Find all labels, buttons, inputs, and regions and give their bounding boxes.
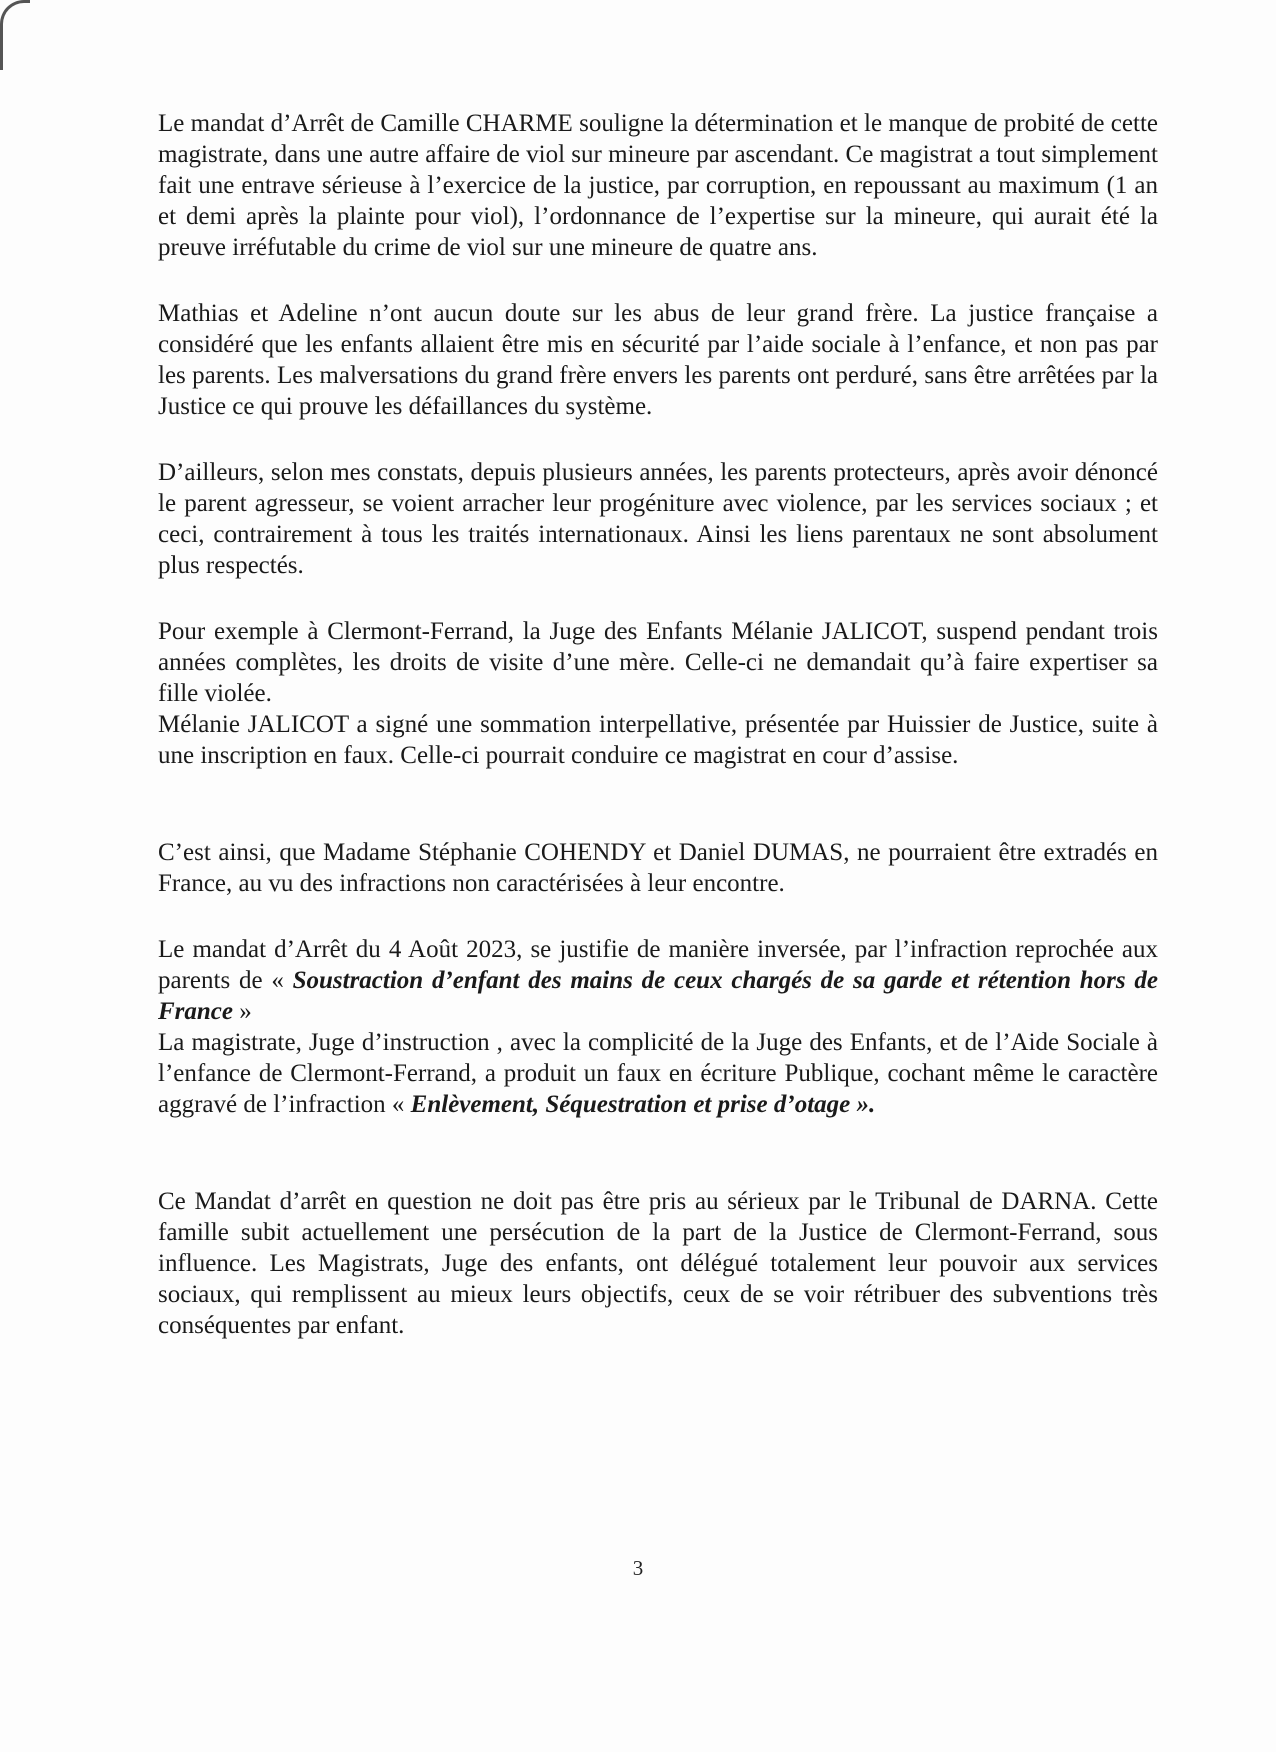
page-number: 3 [632, 1556, 644, 1580]
document-body [158, 108, 1158, 1376]
emphasized-infraction: Enlèvement, Séquestration et prise d’otage ». [410, 1091, 876, 1118]
scan-corner-edge [0, 0, 30, 70]
paragraph-constats: D’ailleurs, selon mes constats, depuis plusieurs années, les parents protecteurs, après avoir dénoncé le parent agresseur, se voient arracher leur progéniture avec violence, par les services sociaux ; et ceci, contrairement à tous les traités internationaux. Ainsi les liens parentaux ne sont absolument plus respectés. [158, 459, 1158, 579]
emphasized-infraction: Soustraction d’enfant des mains de ceux chargés de sa garde et rétention hors de France [158, 967, 1158, 1025]
paragraph-jalicot-sommation: Mélanie JALICOT a signé une sommation interpellative, présentée par Huissier de Justice, suite à une inscription en faux. Celle-ci pourrait conduire ce magistrat en cour d’assise. [158, 711, 1158, 769]
paragraph-text: Le mandat d’Arrêt du 4 Août 2023, se justifie de manière inversée, par l’infraction reprochée aux parents de « [158, 936, 1158, 994]
paragraph-clermont-exemple: Pour exemple à Clermont-Ferrand, la Juge des Enfants Mélanie JALICOT, suspend pendant trois années complètes, les droits de visite d’une mère. Celle-ci ne demandait qu’à faire expertiser sa fille violée. [158, 618, 1158, 707]
paragraph-mandat-4-aout [158, 934, 1158, 1027]
paragraph-extradition: C’est ainsi, que Madame Stéphanie COHENDY et Daniel DUMAS, ne pourraient être extradés en France, au vu des infractions non caractérisées à leur encontre. [158, 839, 1158, 897]
paragraph-mathias-adeline: Mathias et Adeline n’ont aucun doute sur les abus de leur grand frère. La justice française a considéré que les enfants allaient être mis en sécurité par l’aide sociale à l’enfance, et non pas par les parents. Les malversations du grand frère envers les parents ont perduré, sans être arrêtées par la Justice ce qui prouve les défaillances du système. [158, 300, 1158, 420]
paragraph-text: » [233, 998, 252, 1025]
paragraph-text: La magistrate, Juge d’instruction , avec la complicité de la Juge des Enfants, et de l’Aide Sociale à l’enfance de Clermont-Ferrand, a produit un faux en écriture Publique, cochant même le caractère aggravé de l’infraction « [158, 1029, 1158, 1118]
paragraph-tribunal-darna: Ce Mandat d’arrêt en question ne doit pas être pris au sérieux par le Tribunal de DARNA. Cette famille subit actuellement une persécution de la part de la Justice de Clermont-Ferrand, sous influence. Les Magistrats, Juge des enfants, ont délégué totalement leur pouvoir aux services sociaux, qui remplissent au mieux leurs objectifs, ceux de se voir rétribuer des subventions très conséquentes par enfant. [158, 1188, 1158, 1339]
paragraph-mandat-charme: Le mandat d’Arrêt de Camille CHARME souligne la détermination et le manque de probité de cette magistrate, dans une autre affaire de viol sur mineure par ascendant. Ce magistrat a tout simplement fait une entrave sérieuse à l’exercice de la justice, par corruption, en repoussant au maximum (1 an et demi après la plainte pour viol), l’ordonnance de l’expertise sur la mineure, qui aurait été la preuve irréfutable du crime de viol sur une mineure de quatre ans. [158, 110, 1158, 261]
paragraph-faux-ecriture [158, 1027, 1158, 1120]
